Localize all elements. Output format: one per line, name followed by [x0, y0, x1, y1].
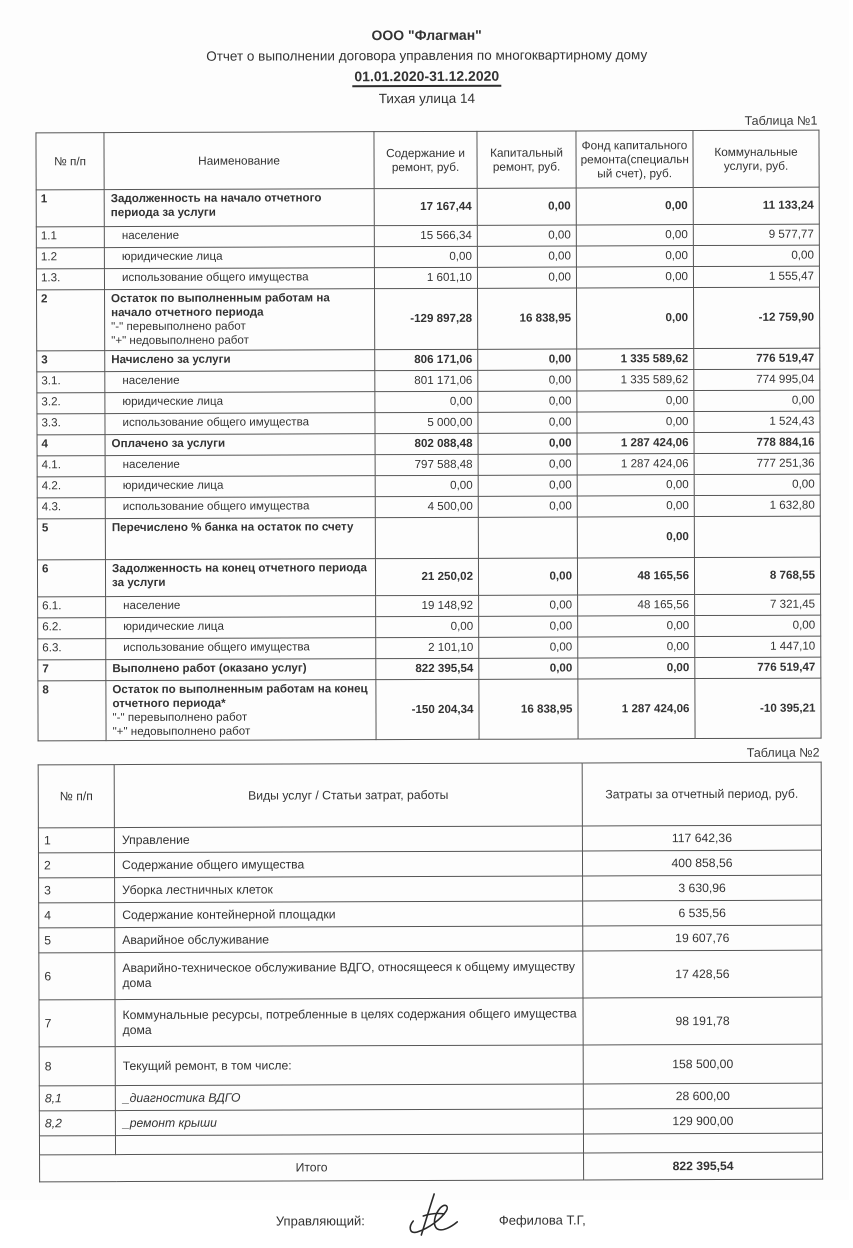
row-note: "-" перевыполнено работ	[111, 319, 246, 334]
table-row	[38, 657, 821, 681]
value-cell: 0,00	[577, 411, 694, 432]
table-row	[39, 1045, 822, 1087]
value-cell: 1 555,47	[693, 266, 819, 287]
value-cell: 117 642,36	[582, 826, 821, 852]
value-cell: 0,00	[374, 247, 477, 268]
value-cell: 0,00	[375, 475, 478, 496]
column-header: Коммунальные услуги, руб.	[693, 130, 819, 187]
value-cell: 822 395,54	[376, 658, 479, 679]
value-cell: 19 148,92	[376, 595, 479, 616]
row-name-cell: Содержание контейнерной площадки	[115, 901, 583, 928]
row-number-cell: 1	[38, 828, 114, 853]
row-name-cell: Аварийное обслуживание	[115, 926, 583, 953]
company-name: ООО "Флагман"	[371, 26, 482, 44]
table2-caption: Таблица №2	[746, 746, 820, 761]
row-number-cell: 3	[39, 878, 115, 903]
row-number-cell: 1.2	[36, 248, 104, 269]
value-cell: 48 165,56	[577, 557, 694, 594]
row-name-cell: Перечислено % банка на остаток по счету	[105, 518, 375, 560]
value-cell: 15 566,34	[374, 226, 477, 247]
value-cell	[478, 517, 577, 558]
value-cell: 0,00	[478, 496, 577, 517]
table-row	[36, 187, 819, 227]
row-name-cell: юридические лица	[106, 617, 376, 639]
row-name-cell: _ремонт крыши	[115, 1109, 583, 1136]
value-cell: 4 500,00	[375, 496, 478, 517]
row-number-cell: 2	[37, 290, 105, 351]
row-number-cell: 2	[38, 853, 114, 878]
row-number-cell: 1.1	[36, 227, 104, 248]
table-row	[37, 411, 820, 435]
value-cell: 0,00	[577, 390, 694, 411]
row-name-cell	[115, 1134, 583, 1155]
row-number-cell: 6	[39, 953, 115, 1000]
row-name-cell: Задолженность на конец отчетного периода за услуги	[105, 559, 375, 597]
column-header: Наименование	[104, 132, 374, 190]
value-cell: 778 884,16	[694, 432, 820, 453]
table-row	[37, 432, 820, 456]
value-cell: 0,00	[477, 246, 576, 267]
value-cell	[375, 517, 478, 558]
value-cell: 776 519,47	[695, 657, 821, 678]
row-number-cell: 6.1.	[38, 596, 106, 617]
row-name-cell: Текущий ремонт, в том числе:	[115, 1045, 583, 1086]
manager-name: Фефилова Т.Г,	[498, 1212, 586, 1229]
row-number-cell	[39, 1136, 115, 1155]
column-header: Виды услуг / Статьи затрат, работы	[114, 763, 582, 828]
value-cell: 3 630,96	[583, 876, 822, 902]
row-name-cell: Управление	[114, 826, 582, 853]
value-cell: 98 191,78	[583, 998, 822, 1046]
value-cell: 806 171,06	[375, 349, 478, 370]
table-row	[38, 636, 821, 660]
table1-caption: Таблица №1	[744, 113, 818, 129]
row-number-cell: 7	[39, 1000, 115, 1047]
row-note: "+" недовыполнено работ	[111, 333, 249, 348]
value-cell: 1 447,10	[695, 636, 821, 657]
value-cell: 11 133,24	[693, 187, 819, 224]
manager-role-label: Управляющий:	[275, 1213, 365, 1229]
value-cell: 1 335 589,62	[577, 369, 694, 390]
value-cell: 0,00	[577, 495, 694, 516]
value-cell: 2 101,10	[376, 637, 479, 658]
value-cell: 777 251,36	[694, 453, 820, 474]
row-note: "+" недовыполнено работ	[112, 724, 251, 738]
row-name-cell: юридические лица	[105, 476, 375, 498]
value-cell: 5 000,00	[375, 412, 478, 433]
row-name-cell: Остаток по выполненным работам на конец отчетного периода* "-" перевыполнено работ "+" недовыполнено работ	[106, 680, 376, 742]
value-cell	[583, 1134, 822, 1154]
row-number-cell: 3	[37, 350, 105, 371]
value-cell: 48 165,56	[578, 594, 695, 615]
value-cell: 0,00	[578, 657, 695, 678]
value-cell: 17 167,44	[374, 189, 477, 226]
row-number-cell: 1.3.	[36, 269, 104, 290]
row-number-cell: 6.3.	[38, 638, 106, 659]
value-cell: 0,00	[478, 475, 577, 496]
table-row	[38, 826, 821, 854]
row-name-cell: Оплачено за услуги	[105, 434, 375, 456]
signature-block	[39, 1194, 822, 1248]
value-cell: 17 428,56	[583, 951, 822, 999]
total-value-cell: 822 395,54	[584, 1153, 823, 1181]
value-cell: 158 500,00	[583, 1045, 822, 1085]
total-label-cell: Итого	[40, 1153, 584, 1182]
value-cell: 16 838,95	[479, 679, 578, 740]
row-name-cell: использование общего имущества	[106, 638, 376, 660]
value-cell: 1 632,80	[694, 495, 820, 516]
row-name-cell: Содержание общего имущества	[114, 851, 582, 878]
row-name-cell: использование общего имущества	[105, 413, 375, 435]
row-number-cell: 8,2	[39, 1111, 115, 1136]
value-cell: 1 601,10	[374, 268, 477, 289]
table-row	[38, 594, 821, 618]
row-name-cell: использование общего имущества	[105, 497, 375, 519]
row-name-cell: население	[106, 596, 376, 618]
table-row	[36, 245, 819, 269]
table-row	[38, 678, 821, 741]
table-row	[37, 390, 820, 414]
value-cell: 0,00	[576, 246, 693, 267]
value-cell: 16 838,95	[478, 288, 577, 349]
row-number-cell: 5	[37, 518, 105, 559]
value-cell: 0,00	[477, 225, 576, 246]
row-number-cell: 3.1.	[37, 371, 105, 392]
table1-body	[36, 187, 821, 741]
value-cell: 0,00	[478, 412, 577, 433]
report-table-1	[35, 130, 821, 742]
document-header	[35, 25, 818, 110]
row-number-cell: 6	[37, 559, 105, 596]
value-cell: 0,00	[578, 615, 695, 636]
table-row	[37, 474, 820, 498]
table2-header-row	[38, 763, 821, 829]
value-cell: 9 577,77	[693, 224, 819, 245]
row-name-cell: юридические лица	[105, 392, 375, 414]
value-cell: 0,00	[577, 516, 694, 557]
value-cell: 1 287 424,06	[578, 678, 695, 739]
value-cell: 0,00	[694, 390, 820, 411]
value-cell: 1 335 589,62	[577, 348, 694, 369]
table-row	[36, 224, 819, 248]
row-name-cell: население	[105, 371, 375, 393]
value-cell: 1 287 424,06	[577, 453, 694, 474]
table-row	[38, 615, 821, 639]
row-number-cell: 8	[38, 680, 106, 741]
value-cell: 19 607,76	[583, 926, 822, 952]
value-cell: 0,00	[478, 349, 577, 370]
row-name-cell: Остаток по выполненным работам на начало отчетного периода "-" перевыполнено работ "+" недовыполнено работ	[105, 289, 375, 351]
value-cell: 0,00	[477, 188, 576, 225]
value-cell: 6 535,56	[583, 901, 822, 927]
value-cell: 0,00	[478, 558, 577, 595]
row-number-cell: 8,1	[39, 1086, 115, 1111]
column-header: Затраты за отчетный период, руб.	[582, 763, 821, 827]
row-name-cell: Начислено за услуги	[105, 350, 375, 372]
value-cell: 0,00	[694, 474, 820, 495]
value-cell: 0,00	[695, 615, 821, 636]
row-name-cell: население	[104, 226, 374, 248]
document-title: Отчет о выполнении договора управления по многоквартирному дому	[206, 47, 648, 64]
row-number-cell: 3.2.	[37, 392, 105, 413]
row-number-cell: 4.2.	[37, 476, 105, 497]
value-cell: 0,00	[375, 391, 478, 412]
value-cell: 7 321,45	[695, 594, 821, 615]
row-number-cell: 6.2.	[38, 617, 106, 638]
value-cell: 0,00	[576, 267, 693, 288]
row-name-cell: Задолженность на начало отчетного периода за услуги	[104, 189, 374, 227]
row-number-cell: 7	[38, 659, 106, 680]
row-number-cell: 4	[39, 903, 115, 928]
row-number-cell: 1	[36, 190, 104, 227]
column-header: Фонд капитального ремонта(специальн ый счет), руб.	[576, 131, 693, 188]
column-header: № п/п	[36, 133, 104, 190]
value-cell: 0,00	[478, 433, 577, 454]
value-cell: 802 088,48	[375, 433, 478, 454]
row-name-cell: Выполнено работ (оказано услуг)	[106, 659, 376, 681]
table-row	[39, 1109, 822, 1137]
row-number-cell: 5	[39, 928, 115, 953]
table-row	[39, 876, 822, 904]
row-note: "-" перевыполнено работ	[112, 710, 248, 724]
value-cell: 776 519,47	[694, 348, 820, 369]
column-header: Капитальный ремонт, руб.	[477, 131, 576, 188]
row-number-cell: 3.3.	[37, 413, 105, 434]
report-table-2	[38, 762, 823, 1183]
value-cell: 0,00	[479, 595, 578, 616]
building-address: Тихая улица 14	[378, 90, 475, 107]
value-cell: 0,00	[577, 474, 694, 495]
value-cell: -129 897,28	[375, 289, 478, 350]
value-cell: 0,00	[576, 188, 693, 225]
value-cell: 0,00	[477, 267, 576, 288]
row-number-cell: 4	[37, 434, 105, 455]
value-cell: 0,00	[376, 616, 479, 637]
handwritten-signature-icon	[401, 1191, 463, 1242]
value-cell: 0,00	[478, 370, 577, 391]
value-cell: 0,00	[576, 225, 693, 246]
row-name-cell: Коммунальные ресурсы, потребленные в целях содержания общего имущества дома	[115, 998, 583, 1047]
value-cell: 0,00	[578, 636, 695, 657]
table-row	[39, 1084, 822, 1112]
table-row	[39, 998, 822, 1048]
value-cell: 0,00	[693, 245, 819, 266]
row-number-cell: 4.1.	[37, 455, 105, 476]
value-cell: 801 171,06	[375, 370, 478, 391]
value-cell: 0,00	[577, 288, 694, 349]
table-row	[39, 901, 822, 929]
row-name-cell: население	[105, 455, 375, 477]
value-cell: 0,00	[479, 616, 578, 637]
table-row	[37, 453, 820, 477]
value-cell	[694, 516, 820, 557]
table-row	[39, 926, 822, 954]
column-header: Содержание и ремонт, руб.	[374, 132, 477, 189]
value-cell: 0,00	[478, 391, 577, 412]
table-row	[37, 495, 820, 519]
value-cell: 797 588,48	[375, 454, 478, 475]
table1-header-row	[36, 130, 819, 190]
row-name-cell: использование общего имущества	[104, 268, 374, 290]
row-number-cell: 8	[39, 1047, 115, 1086]
value-cell: 1 524,43	[694, 411, 820, 432]
row-name-cell: Аварийно-техническое обслуживание ВДГО, относящееся к общему имуществу дома	[115, 951, 583, 1000]
row-name-cell: юридические лица	[104, 247, 374, 269]
table-row	[37, 516, 820, 560]
table-row	[37, 369, 820, 393]
value-cell: 0,00	[479, 637, 578, 658]
value-cell: 400 858,56	[582, 851, 821, 877]
value-cell: 21 250,02	[375, 558, 478, 595]
row-name-cell: Уборка лестничных клеток	[115, 876, 583, 903]
value-cell: 129 900,00	[583, 1109, 822, 1135]
report-period: 01.01.2020-31.12.2020	[35, 66, 818, 88]
value-cell: 774 995,04	[694, 369, 820, 390]
table-row	[37, 287, 820, 350]
value-cell: -10 395,21	[695, 678, 821, 739]
total-row	[40, 1153, 823, 1183]
table2-body	[38, 826, 822, 1183]
table-row	[36, 266, 819, 290]
value-cell: 28 600,00	[583, 1084, 822, 1110]
value-cell: 0,00	[479, 658, 578, 679]
value-cell: -150 204,34	[376, 679, 479, 740]
row-name-cell: _диагностика ВДГО	[115, 1084, 583, 1111]
value-cell: 8 768,55	[694, 557, 820, 594]
value-cell: 1 287 424,06	[577, 432, 694, 453]
row-number-cell: 4.3.	[37, 497, 105, 518]
table-row	[38, 851, 821, 879]
table-row	[37, 557, 820, 597]
value-cell: -12 759,90	[694, 287, 820, 348]
table-row	[39, 951, 822, 1001]
column-header: № п/п	[38, 765, 114, 828]
value-cell: 0,00	[478, 454, 577, 475]
table-row	[37, 348, 820, 372]
